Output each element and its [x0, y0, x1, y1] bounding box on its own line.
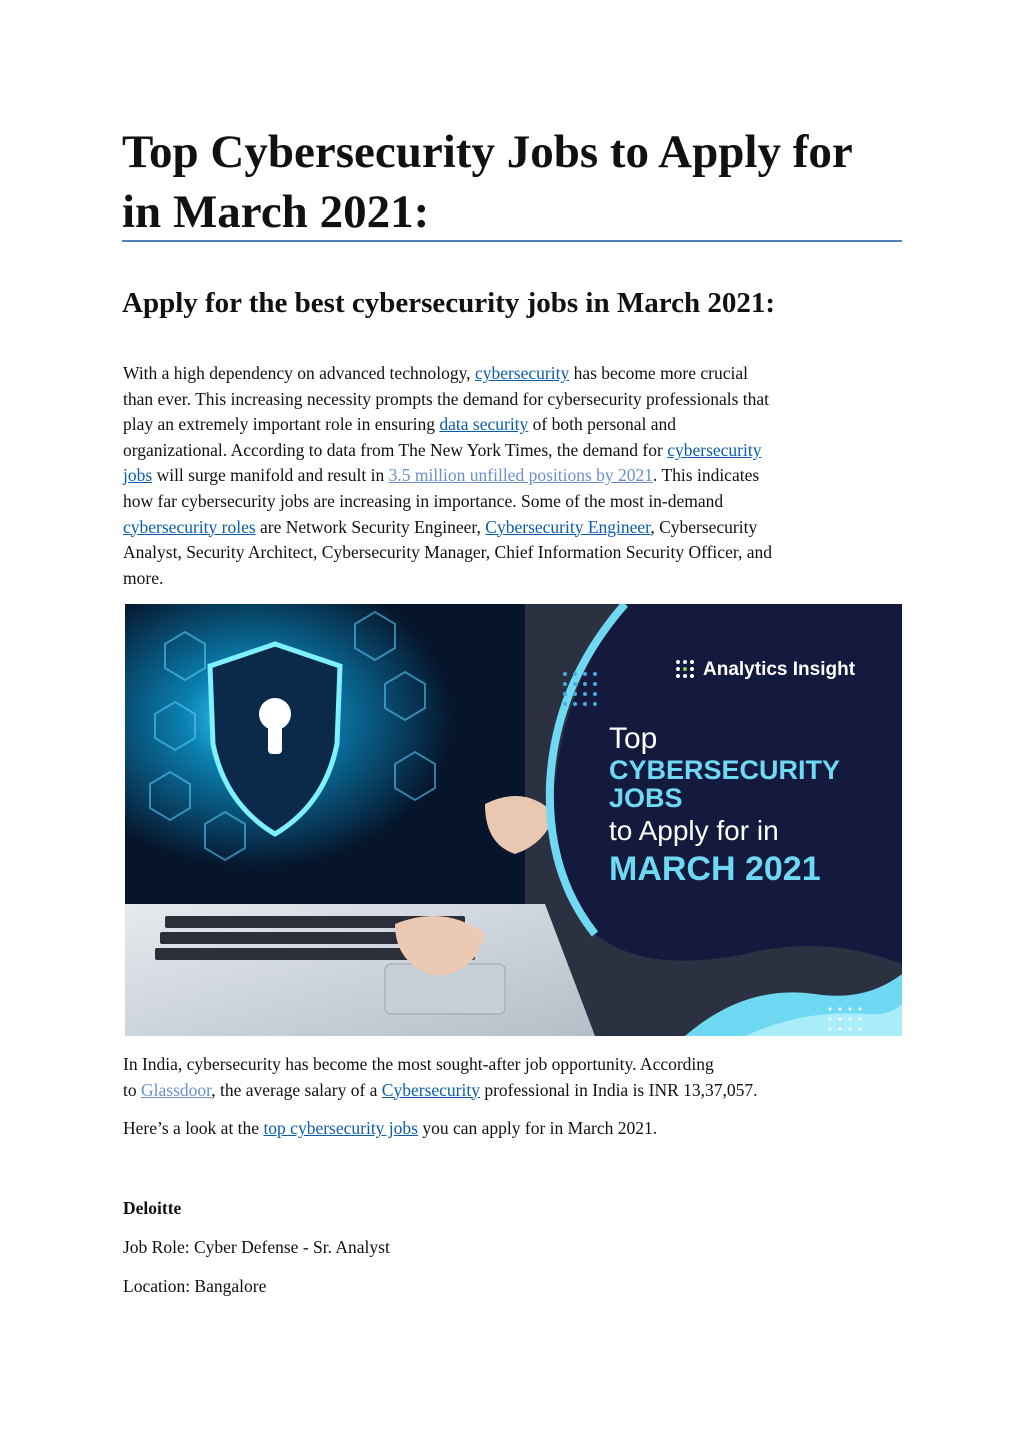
- title-line-1: Top Cybersecurity Jobs to Apply for: [122, 126, 853, 178]
- hero-line-cybersecurity: CYBERSECURITY: [609, 755, 841, 785]
- link-cybersecurity-jobs-part1[interactable]: cybersecurity: [667, 439, 762, 460]
- lookat-paragraph: Here’s a look at the top cybersecurity jobs you can apply for in March 2021.: [123, 1118, 658, 1138]
- link-unfilled-positions[interactable]: 3.5 million unfilled positions by 2021: [388, 465, 654, 486]
- intro-paragraph: With a high dependency on advanced technology, cybersecurity has become more crucial than ever. This increasing necessity prompts the demand for cybersecurity professionals that play an extremely important role in ensuring data security of both personal and organizational. According to data from The New York Times, the demand for cybersecurity jobs will surge manifold and result in 3.5 million unfilled positions by 2021. This indicates how far cybersecurity jobs are increasing in importance. Some of the most in-demand cybersecurity roles are Network Security Engineer, Cybersecurity Engineer, Cybersecurity Analyst, Security Architect, Cybersecurity Manager, Chief Information Security Officer, and more.: [123, 363, 772, 588]
- link-cybersecurity-engineer[interactable]: Cybersecurity Engineer: [485, 516, 651, 537]
- india-paragraph: In India, cybersecurity has become the most sought-after job opportunity. According to Glassdoor, the average salary of a Cybersecurity professional in India is INR 13,37,057.: [123, 1054, 758, 1100]
- company-name: Deloitte: [123, 1198, 182, 1218]
- hero-banner-image: [125, 604, 902, 1036]
- hero-line-jobs: JOBS: [609, 783, 683, 813]
- title-divider: [122, 240, 902, 242]
- page-title: [122, 122, 912, 242]
- link-cybersecurity-salary[interactable]: Cybersecurity: [381, 1079, 480, 1100]
- link-cybersecurity[interactable]: cybersecurity: [474, 363, 570, 383]
- section-heading: Apply for the best cybersecurity jobs in March 2021:: [122, 287, 775, 319]
- hero-line-apply: to Apply for in: [609, 815, 779, 846]
- hero-line-top: Top: [609, 722, 658, 755]
- job-location: Location: Bangalore: [123, 1276, 267, 1296]
- link-cybersecurity-roles[interactable]: cybersecurity roles: [123, 516, 256, 537]
- brand-name: Analytics Insight: [703, 659, 856, 680]
- title-line-2: in March 2021:: [122, 186, 430, 238]
- link-top-cybersecurity-jobs[interactable]: top cybersecurity jobs: [263, 1118, 418, 1138]
- link-glassdoor[interactable]: Glassdoor: [141, 1079, 212, 1100]
- job-role: Job Role: Cyber Defense - Sr. Analyst: [123, 1237, 390, 1257]
- analytics-insight-logo-icon: [676, 660, 694, 678]
- link-cybersecurity-jobs-part2[interactable]: jobs: [123, 465, 153, 486]
- hero-line-march: MARCH 2021: [609, 850, 821, 888]
- laptop-screen: [125, 604, 525, 904]
- link-data-security[interactable]: data security: [439, 414, 529, 435]
